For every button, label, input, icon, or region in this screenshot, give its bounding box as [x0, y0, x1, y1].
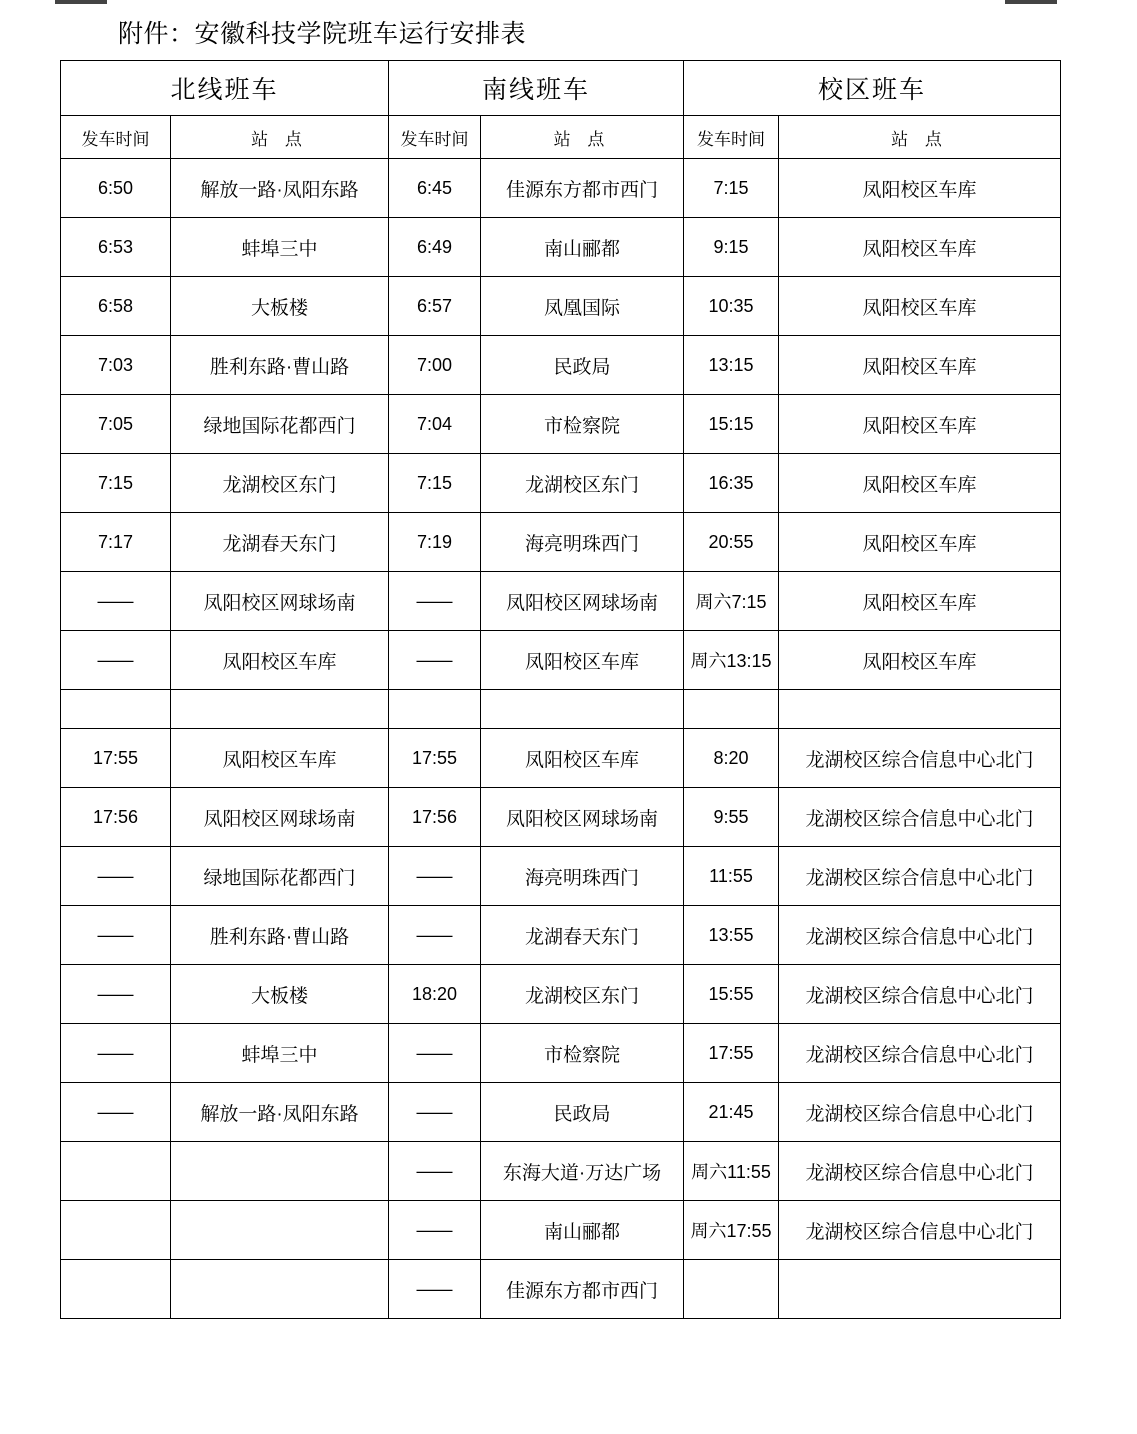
- cell-campus-time: 10:35: [684, 277, 779, 336]
- cell-campus-time: 周六13:15: [684, 631, 779, 690]
- cell-north-time: [61, 1260, 171, 1319]
- page-title: 附件：安徽科技学院班车运行安排表: [118, 20, 527, 48]
- cell-north-time: 7:05: [61, 395, 171, 454]
- table-body: [61, 159, 1061, 1319]
- cell-north-station: 龙湖校区东门: [171, 454, 389, 513]
- table-row: [61, 218, 1061, 277]
- cell-south-time: 18:20: [389, 965, 481, 1024]
- table-row: [61, 690, 1061, 729]
- table-row: [61, 513, 1061, 572]
- cell-north-time: ——: [61, 1083, 171, 1142]
- cell-north-time: 7:03: [61, 336, 171, 395]
- crop-mark-right: [1005, 0, 1057, 4]
- cell-campus-station: 龙湖校区综合信息中心北门: [779, 1024, 1061, 1083]
- bus-schedule-table: [60, 60, 1061, 1319]
- cell-south-station: 凤阳校区网球场南: [481, 572, 684, 631]
- cell-campus-time: [684, 1260, 779, 1319]
- cell-south-time: ——: [389, 906, 481, 965]
- cell-campus-time: 8:20: [684, 729, 779, 788]
- cell-campus-time: [684, 690, 779, 729]
- cell-south-time: ——: [389, 1201, 481, 1260]
- cell-campus-station: 凤阳校区车库: [779, 631, 1061, 690]
- table-row: [61, 454, 1061, 513]
- cell-south-station: 东海大道·万达广场: [481, 1142, 684, 1201]
- cell-south-station: 海亮明珠西门: [481, 847, 684, 906]
- cell-campus-time: 20:55: [684, 513, 779, 572]
- table-row: [61, 1142, 1061, 1201]
- cell-south-station: 南山郦都: [481, 1201, 684, 1260]
- cell-north-station: 解放一路·凤阳东路: [171, 159, 389, 218]
- table-row: [61, 1024, 1061, 1083]
- cell-north-station: [171, 1201, 389, 1260]
- cell-south-station: 佳源东方都市西门: [481, 159, 684, 218]
- cell-north-station: 解放一路·凤阳东路: [171, 1083, 389, 1142]
- cell-south-time: 6:45: [389, 159, 481, 218]
- cell-campus-time: 周六11:55: [684, 1142, 779, 1201]
- cell-north-time: 7:15: [61, 454, 171, 513]
- cell-north-time: [61, 1201, 171, 1260]
- cell-campus-time: 16:35: [684, 454, 779, 513]
- cell-campus-station: 凤阳校区车库: [779, 336, 1061, 395]
- cell-campus-station: 凤阳校区车库: [779, 572, 1061, 631]
- cell-north-station: 绿地国际花都西门: [171, 847, 389, 906]
- cell-campus-station: 龙湖校区综合信息中心北门: [779, 788, 1061, 847]
- group-header-south: 南线班车: [389, 61, 684, 116]
- group-header-north: 北线班车: [61, 61, 389, 116]
- cell-north-time: 17:56: [61, 788, 171, 847]
- cell-campus-station: [779, 1260, 1061, 1319]
- cell-south-time: 7:15: [389, 454, 481, 513]
- table-row: [61, 847, 1061, 906]
- cell-south-time: ——: [389, 572, 481, 631]
- cell-south-time: 7:04: [389, 395, 481, 454]
- cell-south-time: 17:55: [389, 729, 481, 788]
- cell-north-time: 17:55: [61, 729, 171, 788]
- table-row: [61, 1260, 1061, 1319]
- cell-campus-station: 龙湖校区综合信息中心北门: [779, 906, 1061, 965]
- cell-campus-time: 15:15: [684, 395, 779, 454]
- cell-campus-station: 凤阳校区车库: [779, 395, 1061, 454]
- cell-campus-station: 凤阳校区车库: [779, 159, 1061, 218]
- cell-south-time: ——: [389, 631, 481, 690]
- cell-campus-station: 龙湖校区综合信息中心北门: [779, 1201, 1061, 1260]
- cell-south-station: 龙湖校区东门: [481, 454, 684, 513]
- cell-south-time: ——: [389, 1024, 481, 1083]
- cell-campus-time: 17:55: [684, 1024, 779, 1083]
- column-header-campus-station: 站 点: [779, 116, 1061, 159]
- cell-north-station: 胜利东路·曹山路: [171, 906, 389, 965]
- cell-south-station: 南山郦都: [481, 218, 684, 277]
- cell-north-time: 7:17: [61, 513, 171, 572]
- cell-north-time: 6:50: [61, 159, 171, 218]
- table-row: [61, 1201, 1061, 1260]
- cell-campus-time: 11:55: [684, 847, 779, 906]
- cell-south-station: 凤凰国际: [481, 277, 684, 336]
- cell-campus-time: 7:15: [684, 159, 779, 218]
- cell-north-station: 大板楼: [171, 277, 389, 336]
- cell-south-time: [389, 690, 481, 729]
- cell-north-time: [61, 1142, 171, 1201]
- cell-campus-station: 龙湖校区综合信息中心北门: [779, 729, 1061, 788]
- cell-campus-time: 9:55: [684, 788, 779, 847]
- cell-south-time: 7:00: [389, 336, 481, 395]
- page-top-marks: [0, 0, 1137, 8]
- column-header-north-time: 发车时间: [61, 116, 171, 159]
- cell-north-station: [171, 1142, 389, 1201]
- group-header-row: [61, 61, 1061, 116]
- table-row: [61, 572, 1061, 631]
- cell-north-station: 大板楼: [171, 965, 389, 1024]
- cell-south-time: 6:49: [389, 218, 481, 277]
- table-row: [61, 965, 1061, 1024]
- table-row: [61, 336, 1061, 395]
- table-row: [61, 631, 1061, 690]
- column-header-south-station: 站 点: [481, 116, 684, 159]
- cell-campus-station: [779, 690, 1061, 729]
- cell-campus-station: 凤阳校区车库: [779, 454, 1061, 513]
- cell-north-time: [61, 690, 171, 729]
- cell-campus-time: 15:55: [684, 965, 779, 1024]
- cell-south-station: [481, 690, 684, 729]
- cell-north-station: 凤阳校区网球场南: [171, 572, 389, 631]
- cell-south-time: ——: [389, 1142, 481, 1201]
- cell-south-time: ——: [389, 1260, 481, 1319]
- cell-south-station: 凤阳校区网球场南: [481, 788, 684, 847]
- crop-mark-left: [55, 0, 107, 4]
- table-row: [61, 788, 1061, 847]
- cell-south-station: 民政局: [481, 336, 684, 395]
- column-header-north-station: 站 点: [171, 116, 389, 159]
- cell-north-station: 龙湖春天东门: [171, 513, 389, 572]
- cell-south-station: 凤阳校区车库: [481, 631, 684, 690]
- cell-north-station: 凤阳校区网球场南: [171, 788, 389, 847]
- cell-south-station: 凤阳校区车库: [481, 729, 684, 788]
- cell-south-time: 6:57: [389, 277, 481, 336]
- table-row: [61, 277, 1061, 336]
- cell-campus-station: 凤阳校区车库: [779, 277, 1061, 336]
- table-row: [61, 906, 1061, 965]
- cell-south-station: 龙湖校区东门: [481, 965, 684, 1024]
- cell-north-station: 蚌埠三中: [171, 218, 389, 277]
- cell-north-station: 凤阳校区车库: [171, 729, 389, 788]
- cell-north-time: ——: [61, 572, 171, 631]
- column-header-row: [61, 116, 1061, 159]
- column-header-south-time: 发车时间: [389, 116, 481, 159]
- cell-north-time: ——: [61, 965, 171, 1024]
- cell-campus-station: 凤阳校区车库: [779, 513, 1061, 572]
- cell-north-time: ——: [61, 906, 171, 965]
- cell-south-time: 7:19: [389, 513, 481, 572]
- table-header: [61, 61, 1061, 159]
- table-row: [61, 729, 1061, 788]
- cell-north-time: 6:58: [61, 277, 171, 336]
- cell-south-time: 17:56: [389, 788, 481, 847]
- cell-campus-time: 13:15: [684, 336, 779, 395]
- cell-campus-station: 龙湖校区综合信息中心北门: [779, 965, 1061, 1024]
- cell-campus-time: 21:45: [684, 1083, 779, 1142]
- cell-south-time: ——: [389, 847, 481, 906]
- cell-north-time: ——: [61, 1024, 171, 1083]
- cell-south-station: 海亮明珠西门: [481, 513, 684, 572]
- cell-campus-station: 龙湖校区综合信息中心北门: [779, 1142, 1061, 1201]
- table-row: [61, 395, 1061, 454]
- cell-north-station: [171, 690, 389, 729]
- cell-campus-time: 13:55: [684, 906, 779, 965]
- cell-north-time: ——: [61, 631, 171, 690]
- cell-south-station: 佳源东方都市西门: [481, 1260, 684, 1319]
- cell-south-time: ——: [389, 1083, 481, 1142]
- cell-south-station: 市检察院: [481, 395, 684, 454]
- cell-south-station: 龙湖春天东门: [481, 906, 684, 965]
- cell-north-station: 蚌埠三中: [171, 1024, 389, 1083]
- cell-north-time: ——: [61, 847, 171, 906]
- table-row: [61, 1083, 1061, 1142]
- table-row: [61, 159, 1061, 218]
- cell-north-station: 绿地国际花都西门: [171, 395, 389, 454]
- cell-campus-station: 龙湖校区综合信息中心北门: [779, 1083, 1061, 1142]
- cell-campus-time: 9:15: [684, 218, 779, 277]
- cell-north-station: 凤阳校区车库: [171, 631, 389, 690]
- cell-north-time: 6:53: [61, 218, 171, 277]
- cell-campus-time: 周六7:15: [684, 572, 779, 631]
- column-header-campus-time: 发车时间: [684, 116, 779, 159]
- cell-campus-station: 凤阳校区车库: [779, 218, 1061, 277]
- cell-south-station: 市检察院: [481, 1024, 684, 1083]
- cell-campus-station: 龙湖校区综合信息中心北门: [779, 847, 1061, 906]
- cell-campus-time: 周六17:55: [684, 1201, 779, 1260]
- cell-north-station: [171, 1260, 389, 1319]
- cell-north-station: 胜利东路·曹山路: [171, 336, 389, 395]
- group-header-campus: 校区班车: [684, 61, 1061, 116]
- cell-south-station: 民政局: [481, 1083, 684, 1142]
